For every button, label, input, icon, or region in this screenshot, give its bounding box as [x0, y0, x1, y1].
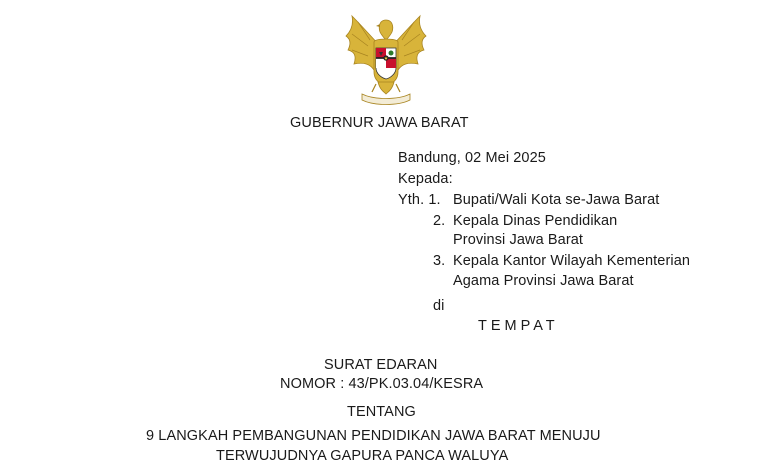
- recipient-3-number: 3.: [433, 253, 446, 269]
- yth-label: Yth. 1.: [398, 192, 441, 208]
- garuda-pancasila-emblem: [340, 10, 432, 106]
- recipient-2-number: 2.: [433, 213, 446, 229]
- di-label: di: [433, 298, 445, 314]
- place-date: Bandung, 02 Mei 2025: [398, 150, 546, 166]
- recipient-3-line-2: Agama Provinsi Jawa Barat: [453, 273, 634, 289]
- recipient-2-line-2: Provinsi Jawa Barat: [453, 232, 584, 248]
- letterhead-title: GUBERNUR JAWA BARAT: [290, 115, 469, 131]
- tempat-label: TEMPAT: [478, 318, 559, 334]
- recipient-1: Bupati/Wali Kota se-Jawa Barat: [453, 192, 660, 208]
- subject-line-2: TERWUJUDNYA GAPURA PANCA WALUYA: [216, 448, 509, 464]
- recipient-2-line-1: Kepala Dinas Pendidikan: [453, 213, 618, 229]
- subject-line-1: 9 LANGKAH PEMBANGUNAN PENDIDIKAN JAWA BARAT MENUJU: [146, 428, 601, 444]
- recipient-3-line-1: Kepala Kantor Wilayah Kementerian: [453, 253, 691, 269]
- document-type: SURAT EDARAN: [324, 357, 438, 373]
- document-number: NOMOR : 43/PK.03.04/KESRA: [280, 376, 484, 392]
- about-label: TENTANG: [347, 404, 416, 420]
- recipient-label: Kepada:: [398, 171, 453, 187]
